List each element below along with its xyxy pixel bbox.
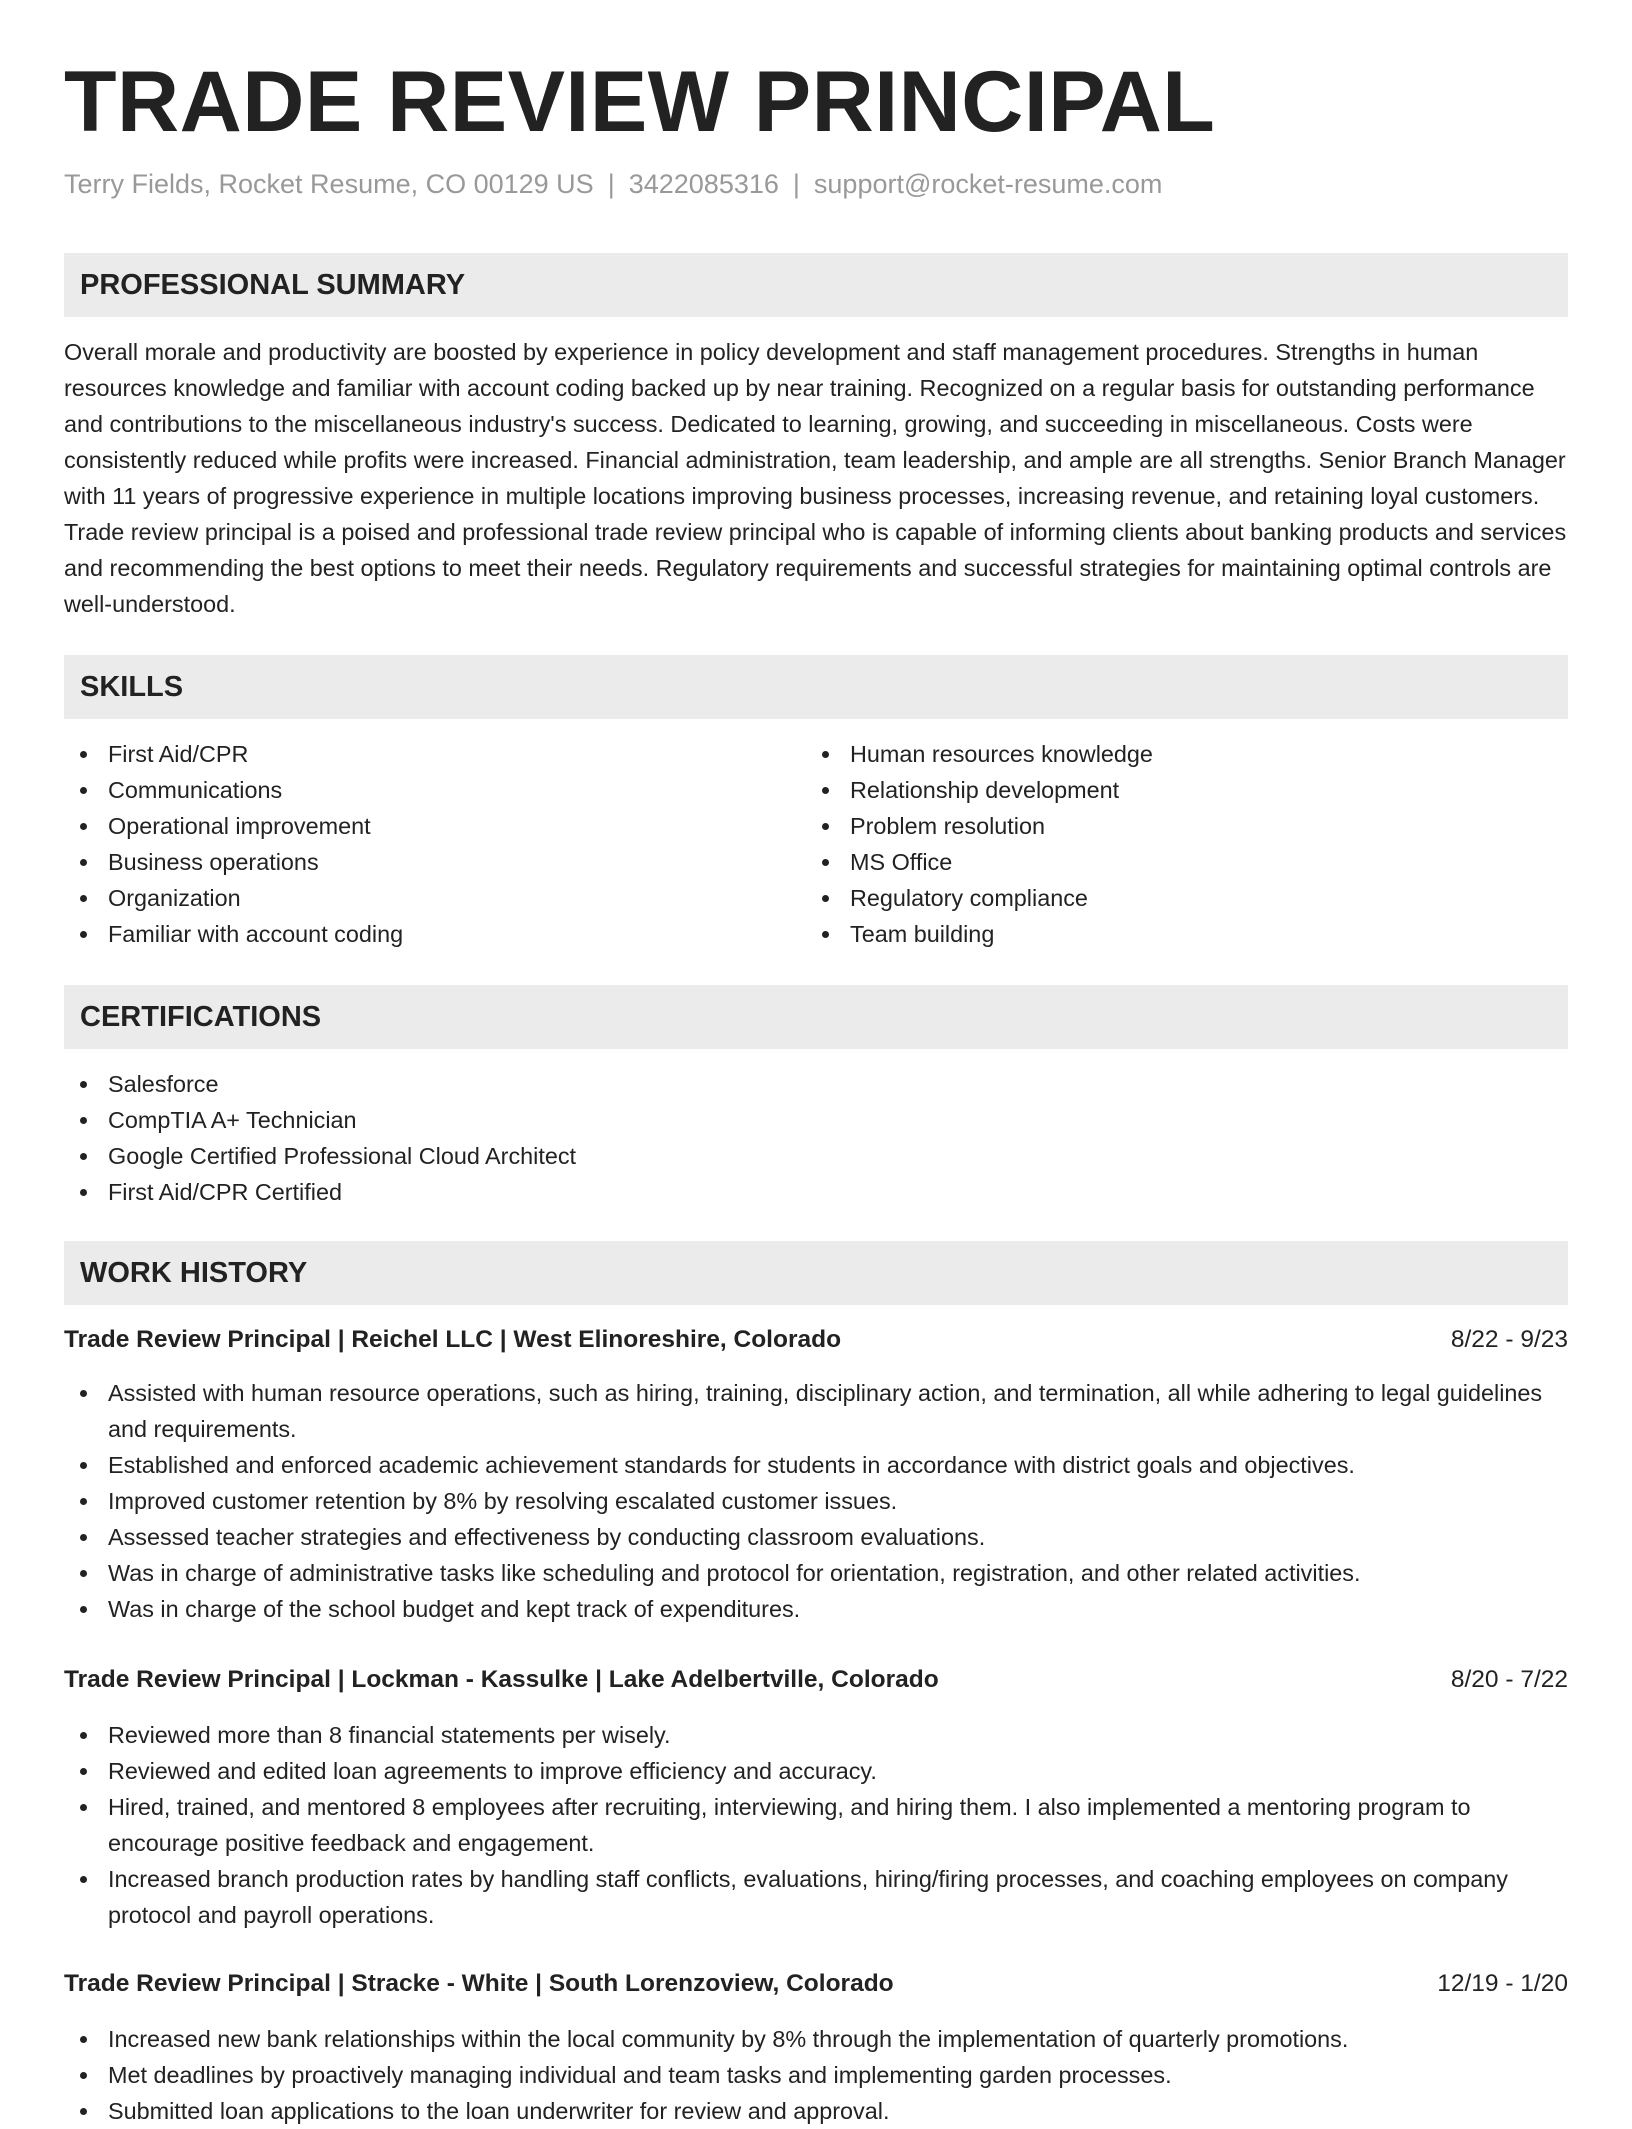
skill-item: Operational improvement xyxy=(64,808,804,844)
job-bullet: Reviewed and edited loan agreements to improve efficiency and accuracy. xyxy=(64,1753,1568,1789)
certification-item: CompTIA A+ Technician xyxy=(64,1102,1568,1138)
contact-address: Terry Fields, Rocket Resume, CO 00129 US xyxy=(64,169,594,199)
job-bullet: Established and enforced academic achievement standards for students in accordance with district goals and objectives. xyxy=(64,1447,1568,1483)
job-dates: 12/19 - 1/20 xyxy=(1437,1970,1568,1997)
job-bullet: Submitted loan applications to the loan underwriter for review and approval. xyxy=(64,2093,1568,2129)
skill-item: Organization xyxy=(64,880,804,916)
job-bullet: Was in charge of administrative tasks like scheduling and protocol for orientation, registration, and other related activities. xyxy=(64,1555,1568,1591)
contact-phone: 3422085316 xyxy=(628,169,779,199)
work-history-heading: WORK HISTORY xyxy=(64,1241,1568,1305)
job-bullet: Met deadlines by proactively managing individual and team tasks and implementing garden processes. xyxy=(64,2057,1568,2093)
skill-item: Human resources knowledge xyxy=(806,736,1566,772)
certification-item: First Aid/CPR Certified xyxy=(64,1174,1568,1210)
job-title: Trade Review Principal | Reichel LLC | West Elinoreshire, Colorado xyxy=(64,1326,842,1353)
job-bullet: Was in charge of the school budget and kept track of expenditures. xyxy=(64,1591,1568,1627)
skill-item: Problem resolution xyxy=(806,808,1566,844)
skills-heading: SKILLS xyxy=(64,655,1568,719)
skill-item: Familiar with account coding xyxy=(64,916,804,952)
job-bullet: Improved customer retention by 8% by resolving escalated customer issues. xyxy=(64,1483,1568,1519)
job-bullets xyxy=(64,1717,1568,1933)
summary-text: Overall morale and productivity are boosted by experience in policy development and staff management procedures. Strengths in human resources knowledge and familiar with account coding backed up by near training. Recognized on a regular basis for outstanding performance and contributions to the miscellaneous industry's success. Dedicated to learning, growing, and succeeding in miscellaneous. Costs were consistently reduced while profits were increased. Financial administration, team leadership, and ample are all strengths. Senior Branch Manager with 11 years of progressive experience in multiple locations improving business processes, increasing revenue, and retaining loyal customers. Trade review principal is a poised and professional trade review principal who is capable of informing clients about banking products and services and recommending the best options to meet their needs. Regulatory requirements and successful strategies for maintaining optimal controls are well-understood. xyxy=(64,339,1567,617)
skill-item: First Aid/CPR xyxy=(64,736,804,772)
job-bullet: Hired, trained, and mentored 8 employees after recruiting, interviewing, and hiring them. I also implemented a mentoring program to encourage positive feedback and engagement. xyxy=(64,1789,1568,1861)
job-bullet: Increased new bank relationships within the local community by 8% through the implementation of quarterly promotions. xyxy=(64,2021,1568,2057)
skill-item: Team building xyxy=(806,916,1566,952)
resume-name-heading: TRADE REVIEW PRINCIPAL xyxy=(64,54,1216,150)
skills-list-left xyxy=(64,736,804,952)
job-title: Trade Review Principal | Stracke - White | South Lorenzoview, Colorado xyxy=(64,1970,894,1997)
job-bullet: Increased branch production rates by handling staff conflicts, evaluations, hiring/firing processes, and coaching employees on company protocol and payroll operations. xyxy=(64,1861,1568,1933)
job-bullets xyxy=(64,2021,1568,2129)
certification-item: Google Certified Professional Cloud Architect xyxy=(64,1138,1568,1174)
job-dates: 8/20 - 7/22 xyxy=(1450,1666,1568,1693)
contact-email: support@rocket-resume.com xyxy=(813,169,1163,199)
contact-separator: | xyxy=(607,169,615,199)
job-dates: 8/22 - 9/23 xyxy=(1450,1326,1568,1353)
skill-item: MS Office xyxy=(806,844,1566,880)
job-title: Trade Review Principal | Lockman - Kassulke | Lake Adelbertville, Colorado xyxy=(64,1666,939,1693)
certification-item: Salesforce xyxy=(64,1066,1568,1102)
contact-separator: | xyxy=(792,169,800,199)
job-bullet: Assisted with human resource operations, such as hiring, training, disciplinary action, and termination, all while adhering to legal guidelines and requirements. xyxy=(64,1375,1568,1447)
skill-item: Regulatory compliance xyxy=(806,880,1566,916)
certifications-heading: CERTIFICATIONS xyxy=(64,985,1568,1049)
skill-item: Relationship development xyxy=(806,772,1566,808)
job-bullet: Reviewed more than 8 financial statements per wisely. xyxy=(64,1717,1568,1753)
skill-item: Business operations xyxy=(64,844,804,880)
skills-list-right xyxy=(806,736,1566,952)
contact-line xyxy=(64,166,1162,202)
job-bullet: Assessed teacher strategies and effectiveness by conducting classroom evaluations. xyxy=(64,1519,1568,1555)
skill-item: Communications xyxy=(64,772,804,808)
certifications-list xyxy=(64,1066,1568,1210)
summary-heading: PROFESSIONAL SUMMARY xyxy=(64,253,1568,317)
job-bullets xyxy=(64,1375,1568,1627)
